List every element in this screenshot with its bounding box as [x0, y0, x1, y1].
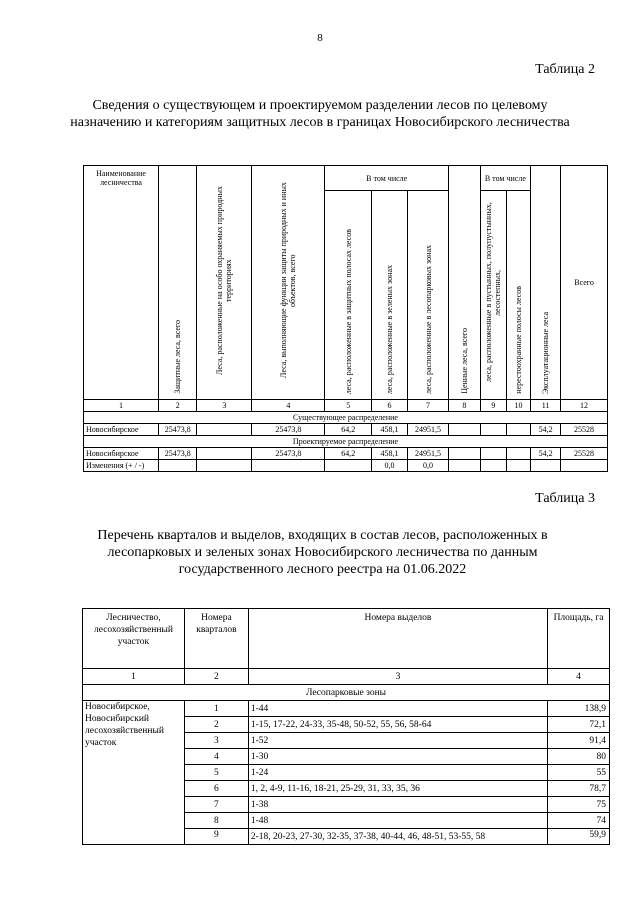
quarter-number: 4 — [184, 749, 248, 765]
cell: 54,2 — [531, 424, 561, 436]
col-num: 4 — [548, 669, 610, 685]
cell — [480, 460, 506, 472]
table2 — [83, 165, 608, 472]
area-value: 74 — [548, 813, 610, 829]
section-projected: Проектируемое распределение — [84, 436, 608, 448]
cell — [449, 448, 481, 460]
header-oopt: Леса, расположенные на особо охраняемых природных территориях — [197, 166, 252, 400]
header-area: Площадь, га — [548, 609, 610, 669]
header-allotments: Номера выделов — [248, 609, 547, 669]
col-num: 3 — [248, 669, 547, 685]
allotment-numbers: 1-24 — [248, 765, 547, 781]
table2-caption: Таблица 2 — [535, 62, 595, 77]
col-num: 11 — [531, 400, 561, 412]
header-protect-func: Леса, выполняющие функции защиты природных и иных объектов, всего — [252, 166, 325, 400]
cell: 25473,8 — [252, 448, 325, 460]
cell: 0,0 — [372, 460, 408, 472]
header-exploitation: Эксплуатационные леса — [531, 166, 561, 400]
area-value: 72,1 — [548, 717, 610, 733]
cell: 25473,8 — [159, 424, 197, 436]
allotment-numbers: 1-15, 17-22, 24-33, 35-48, 50-52, 55, 56, 58-64 — [248, 717, 547, 733]
quarter-number: 6 — [184, 781, 248, 797]
allotment-numbers: 1-52 — [248, 733, 547, 749]
cell — [507, 460, 531, 472]
cell: Новосибирское — [84, 448, 159, 460]
cell: Изменения (+ / -) — [84, 460, 159, 472]
allotment-numbers: 1-38 — [248, 797, 547, 813]
col-num: 6 — [372, 400, 408, 412]
cell: 54,2 — [531, 448, 561, 460]
header-deserts: леса, расположенные в пустынных, полупустынных, лесостепных, — [480, 191, 506, 400]
cell — [480, 448, 506, 460]
header-strips: леса, расположенные в защитных полосах лесов — [325, 191, 372, 400]
quarter-number: 2 — [184, 717, 248, 733]
area-value: 59,9 — [548, 829, 610, 845]
cell — [561, 460, 608, 472]
cell: 458,1 — [372, 424, 408, 436]
table3-caption: Таблица 3 — [535, 491, 595, 506]
table3-title: Перечень кварталов и выделов, входящих в состав лесов, расположенных в лесопарковых и зеленых зонах Новосибирского лесничества по данным государственного лесного реестра на 01.06.2022 — [97, 528, 548, 577]
header-protective: Защитные леса, всего — [159, 166, 197, 400]
cell: 0,0 — [408, 460, 449, 472]
cell — [159, 460, 197, 472]
cell — [507, 424, 531, 436]
cell: 25473,8 — [159, 448, 197, 460]
cell: 458,1 — [372, 448, 408, 460]
area-value: 78,7 — [548, 781, 610, 797]
cell: 25528 — [561, 424, 608, 436]
allotment-numbers: 1, 2, 4-9, 11-16, 18-21, 25-29, 31, 33, 35, 36 — [248, 781, 547, 797]
cell — [531, 460, 561, 472]
col-num: 4 — [252, 400, 325, 412]
col-num: 7 — [408, 400, 449, 412]
cell: 64,2 — [325, 424, 372, 436]
table-row — [84, 448, 608, 460]
cell — [197, 448, 252, 460]
col-num: 1 — [83, 669, 185, 685]
cell: Новосибирское — [84, 424, 159, 436]
cell: 24951,5 — [408, 448, 449, 460]
cell — [252, 460, 325, 472]
cell — [449, 460, 481, 472]
area-value: 91,4 — [548, 733, 610, 749]
cell — [480, 424, 506, 436]
cell: 25528 — [561, 448, 608, 460]
col-num: 3 — [197, 400, 252, 412]
cell — [197, 424, 252, 436]
area-value: 75 — [548, 797, 610, 813]
allotment-numbers: 1-30 — [248, 749, 547, 765]
cell — [507, 448, 531, 460]
section-existing: Существующее распределение — [84, 412, 608, 424]
cell — [449, 424, 481, 436]
section-forest-park: Лесопарковые зоны — [83, 685, 610, 701]
quarter-number: 9 — [184, 829, 248, 845]
header-district: Лесничество, лесохозяйственный участок — [83, 609, 185, 669]
header-name: Наименование лесничества — [84, 166, 159, 400]
quarter-number: 8 — [184, 813, 248, 829]
col-num: 10 — [507, 400, 531, 412]
quarter-number: 1 — [184, 701, 248, 717]
cell — [197, 460, 252, 472]
header-in-that-number-2: В том числе — [480, 166, 530, 191]
table-row — [84, 424, 608, 436]
header-quarters: Номера кварталов — [184, 609, 248, 669]
quarter-number: 3 — [184, 733, 248, 749]
allotment-numbers: 1-44 — [248, 701, 547, 717]
col-num: 5 — [325, 400, 372, 412]
table3 — [82, 608, 610, 845]
quarter-number: 5 — [184, 765, 248, 781]
header-forest-park: леса, расположенные в лесопарковых зонах — [408, 191, 449, 400]
col-num: 2 — [159, 400, 197, 412]
header-green-zones: леса, расположенные в зеленых зонах — [372, 191, 408, 400]
allotment-numbers: 2-18, 20-23, 27-30, 32-35, 37-38, 40-44, 46, 48-51, 53-55, 58 — [248, 829, 547, 845]
district-name: Новосибирское, Новосибирский лесохозяйственный участок — [83, 701, 185, 845]
allotment-numbers: 1-48 — [248, 813, 547, 829]
column-numbers-row — [83, 669, 610, 685]
table-row — [84, 460, 608, 472]
col-num: 12 — [561, 400, 608, 412]
header-total: Всего — [561, 166, 608, 400]
column-numbers-row — [84, 400, 608, 412]
col-num: 9 — [480, 400, 506, 412]
cell: 25473,8 — [252, 424, 325, 436]
header-in-that-number: В том числе — [325, 166, 449, 191]
table2-title: Сведения о существующем и проектируемом разделении лесов по целевому назначению и категориям защитных лесов в границах Новосибирского лесничества — [70, 98, 570, 130]
header-spawning: нерестоохранные полосы лесов — [507, 191, 531, 400]
area-value: 80 — [548, 749, 610, 765]
cell — [325, 460, 372, 472]
page-number: 8 — [317, 32, 323, 44]
area-value: 138,9 — [548, 701, 610, 717]
quarter-number: 7 — [184, 797, 248, 813]
header-valuable: Ценные леса, всего — [449, 166, 481, 400]
col-num: 2 — [184, 669, 248, 685]
cell: 64,2 — [325, 448, 372, 460]
area-value: 55 — [548, 765, 610, 781]
table-row — [83, 701, 610, 717]
cell: 24951,5 — [408, 424, 449, 436]
col-num: 1 — [84, 400, 159, 412]
col-num: 8 — [449, 400, 481, 412]
